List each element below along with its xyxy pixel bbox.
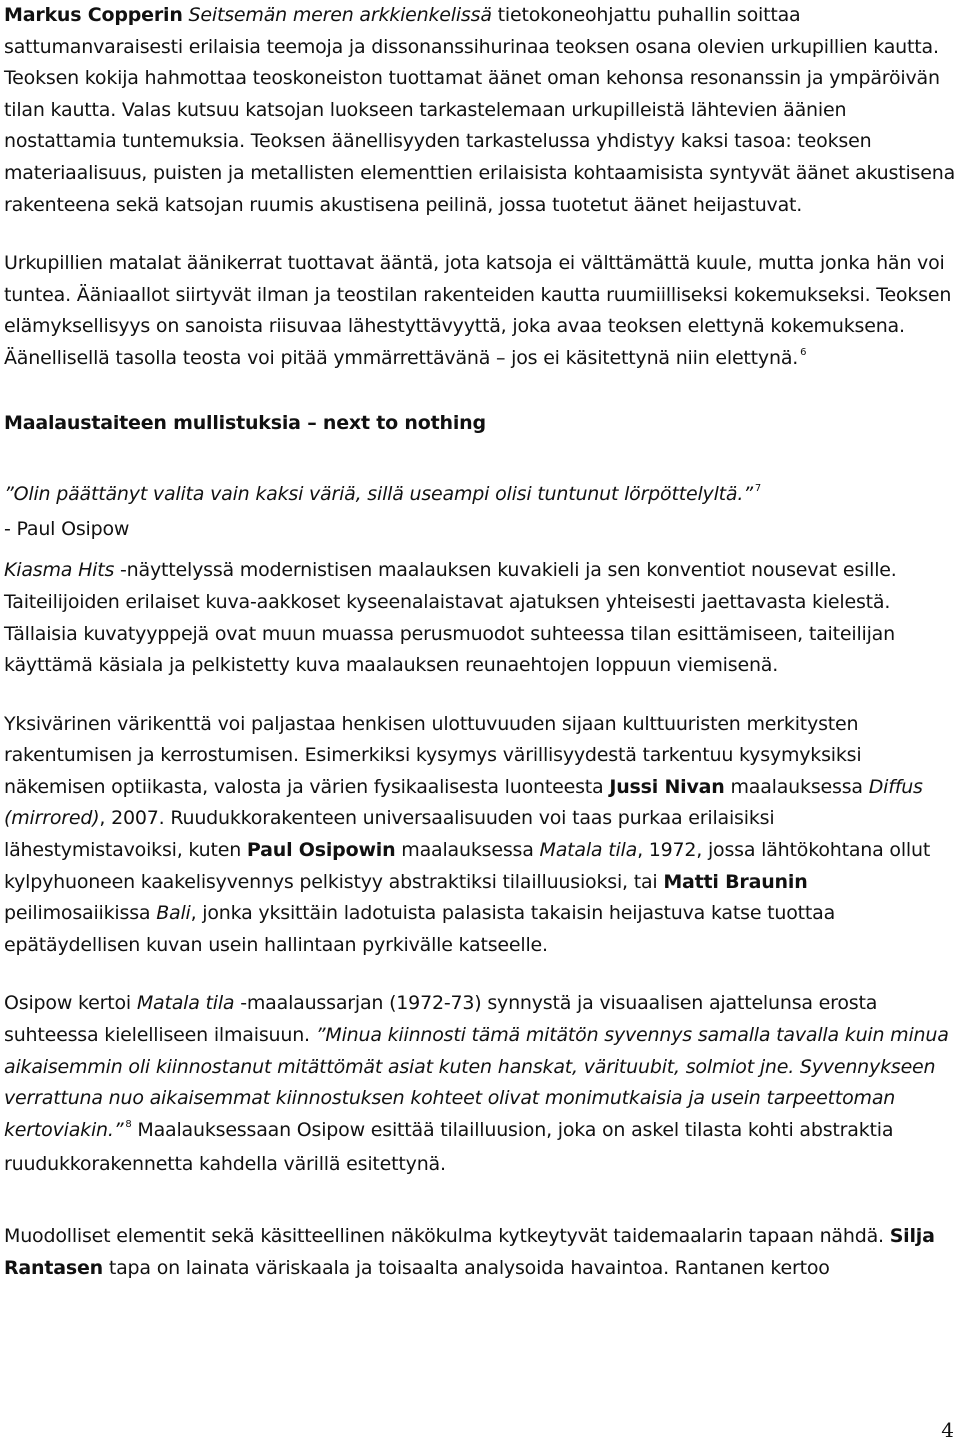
exhibition-title: Kiasma Hits: [4, 559, 115, 582]
artist-name: Jussi Nivan: [609, 775, 725, 798]
text-run: , jonka yksittäin ladotuista palasista takaisin heijastuva katse tuottaa epätäydellisen kuvan usein hallintaan pyrkivälle katseelle.: [4, 902, 836, 956]
artwork-title: Seitsemän meren arkkienkelissä: [188, 4, 492, 26]
text-run: -maalaussarjan (1972-73) synnystä ja visuaalisen ajattelunsa erosta suhteessa kielelliseen ilmaisuun.: [4, 992, 878, 1047]
document-page: [4, 0, 956, 1284]
page-number: 4: [941, 1418, 954, 1442]
text-run: tapa on lainata väriskaala ja toisaalta analysoida havaintoa. Rantanen kertoo: [103, 1256, 830, 1279]
text-run: Maalauksessaan Osipow esittää tilailluusion, joka on askel tilasta kohti abstraktia ruudukkorakennetta kahdella värillä esitettynä.: [4, 1118, 894, 1176]
quote-text: ”Minua kiinnosti tämä mitätön syvennys samalla tavalla kuin minua aikaisemmin oli kiinnostanut mitättömät asiat kuten hanskat, värituubit, solmiot jne. Syvennykseen verrattuna nuo aikaisemmat kiinnostuksen kohteet olivat monimutkaisia ja usein tarpeettoman kertoviakin.”: [4, 1024, 949, 1141]
quote-text: ”Olin päättänyt valita vain kaksi väriä, sillä useampi olisi tuntunut lörpöttelyltä.”: [4, 483, 753, 506]
artist-name: Silja Rantasen: [4, 1225, 935, 1279]
text-run: Muodolliset elementit sekä käsitteellinen näkökulma kytkeytyvät taidemaalarin tapaan nähdä.: [4, 1225, 890, 1247]
artist-name: Matti Braunin: [663, 870, 808, 893]
text-run: peilimosaiikissa: [4, 902, 157, 925]
artist-name: Paul Osipowin: [246, 839, 396, 862]
section-heading: Maalaustaiteen mullistuksia – next to nothing: [4, 411, 486, 434]
text-run: maalauksessa: [395, 839, 540, 862]
footnote-marker: 6: [800, 346, 807, 358]
artwork-title: Diffus (mirrored): [4, 775, 923, 830]
text-run: Yksivärinen värikenttä voi paljastaa henkisen ulottuvuuden sijaan kulttuuristen merkitysten rakentumisen ja kerrostumisen. Esimerkiksi kysymys värillisyydestä tarkentuu kysymyksiksi näkemisen optiikasta, valosta ja värien fysikaalisesta luonteesta: [4, 712, 862, 798]
paragraph-varikentta: [4, 709, 956, 962]
artwork-title: Matala tila: [136, 992, 235, 1015]
artwork-title: Bali: [156, 902, 191, 925]
footnote-marker: 8: [125, 1118, 132, 1130]
epigraph-quote: [4, 479, 956, 514]
paragraph-text: -näyttelyssä modernistisen maalauksen kuvakieli ja sen konventiot nousevat esille. Taiteilijoiden erilaiset kuva-aakkoset kyseenalaistavat ajatuksen yhteisesti jaettavasta kielestä. Tällaisia kuvatyyppejä ovat muun muassa perusmuodot suhteessa tilan esittämiseen, taiteilijan käyttämä käsiala ja pelkistetty kuva maalauksen reunaehtojen loppuun viemisenä.: [4, 559, 897, 677]
text-run: maalauksessa: [724, 775, 869, 798]
artwork-title: Matala tila: [539, 839, 638, 862]
text-run: Osipow kertoi: [4, 992, 137, 1015]
paragraph-kiasma-hits: [4, 555, 956, 681]
paragraph-text: tietokoneohjattu puhallin soittaa sattumanvaraisesti erilaisia teemoja ja dissonanssihurinaa teoksen osana olevien urkupillien kautta. Teoksen kokija hahmottaa teoskoneiston tuottamat äänet oman kehonsa resonanssin ja ympäröivän tilan kautta. Valas kutsuu katsojan luokseen tarkastelemaan urkupilleistä lähtevien äänien nostattamia tuntemuksia. Teoksen äänellisyyden tarkastelussa yhdistyy kaksi tasoa: teoksen materiaalisuus, puisten ja metallisten elementtien erilaisista kohtaamisista syntyvät äänet akustisena rakenteena sekä katsojan ruumis akustisena peilinä, jossa tuotetut äänet heijastuvat.: [4, 4, 956, 216]
quote-attribution: - Paul Osipow: [4, 517, 130, 540]
text-run: , 2007. Ruudukkorakenteen universaalisuuden voi taas purkaa erilaisiksi lähestymistavoiksi, kuten: [4, 807, 775, 862]
paragraph-urkupillit: [4, 248, 956, 377]
text-run: , 1972, jossa lähtökohtana ollut kylpyhuoneen kaakelisyvennys pelkistyy abstraktiksi tilailluusioksi, tai: [4, 839, 931, 893]
paragraph-copperin: [4, 0, 956, 221]
footnote-marker: 7: [754, 483, 762, 495]
paragraph-osipow: [4, 988, 956, 1181]
artist-name: Markus Copperin: [4, 4, 183, 26]
paragraph-text: Urkupillien matalat äänikerrat tuottavat ääntä, jota katsoja ei välttämättä kuule, mutta jonka hän voi tuntea. Ääniaallot siirtyvät ilman ja teostilan rakenteiden kautta ruumiilliseksi kokemukseksi. Teoksen elämyksellisyys on sanoista riisuvaa lähestyttävyyttä, joka avaa teoksen elettynä kokemuksena. Äänellisellä tasolla teosta voi pitää ymmärrettävänä – jos ei käsitettynä niin elettynä.: [4, 252, 952, 369]
paragraph-muodolliset: [4, 1221, 956, 1284]
